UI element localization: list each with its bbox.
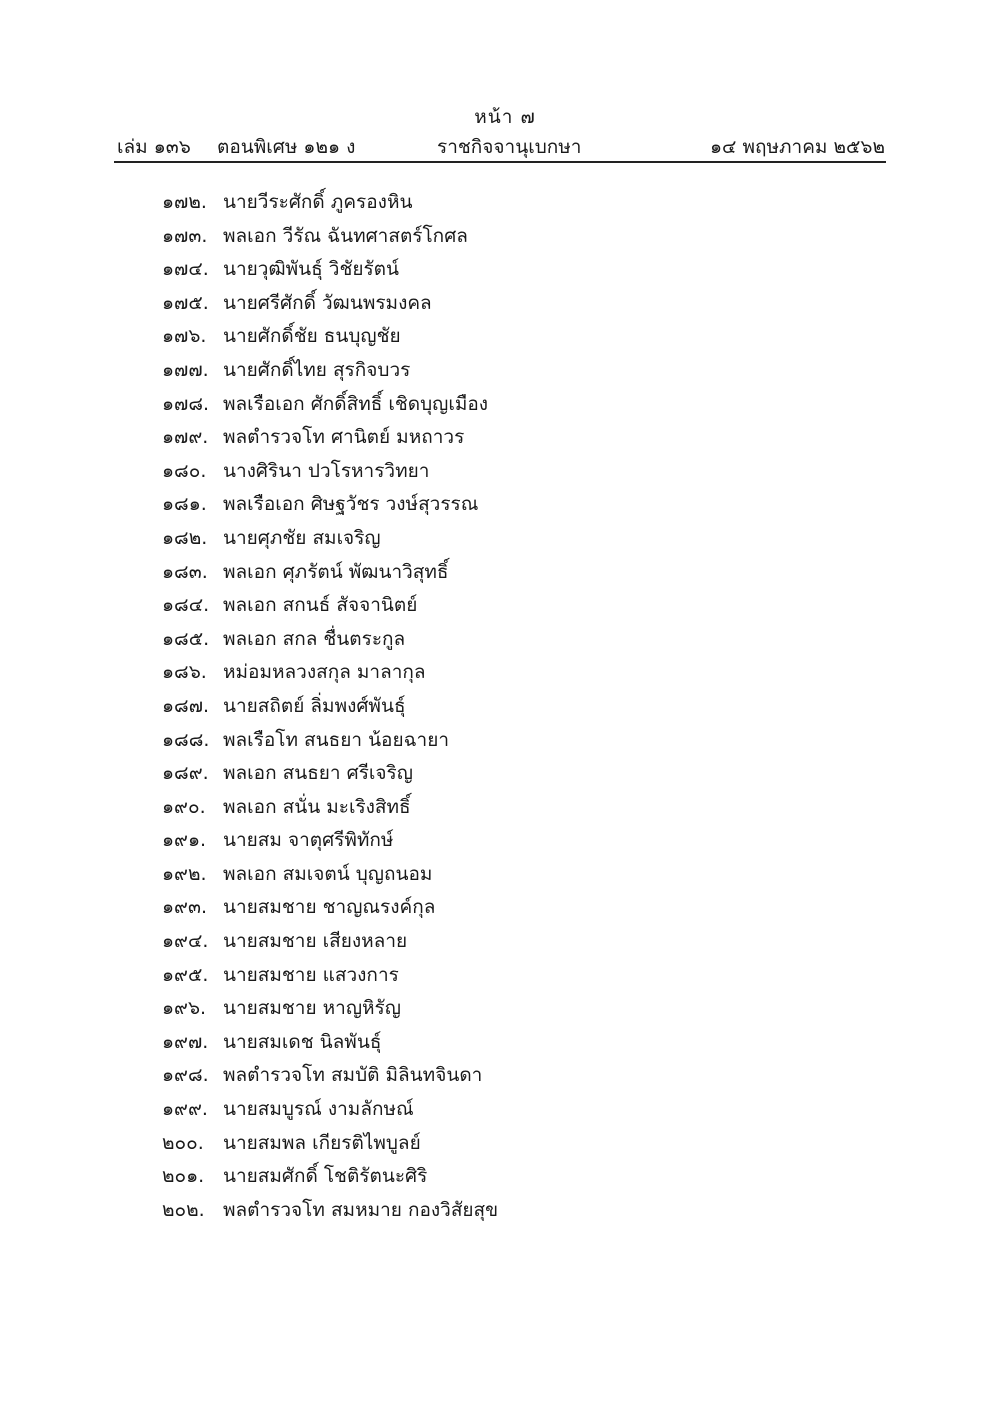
item-number: ๒๐๒.	[162, 1198, 205, 1221]
header-divider	[114, 161, 886, 163]
header-publication-title: ราชกิจจานุเบกษา	[437, 136, 582, 158]
item-number: ๑๘๐.	[162, 459, 207, 482]
item-number: ๑๘๖.	[162, 661, 207, 684]
item-person-name: นายศรีศักดิ์ วัฒนพรมงคล	[223, 291, 432, 314]
list-item	[0, 488, 1000, 522]
item-person-name: พลเรือเอก ศักดิ์สิทธิ์ เชิดบุญเมือง	[223, 392, 489, 415]
item-person-name: พลตำรวจโท สมหมาย กองวิสัยสุข	[223, 1198, 499, 1221]
item-person-name: นางศิรินา ปวโรหารวิทยา	[223, 459, 430, 482]
list-item	[0, 925, 1000, 959]
item-person-name: พลเอก สนั่น มะเริงสิทธิ์	[223, 795, 411, 818]
list-item	[0, 556, 1000, 590]
item-number: ๑๙๘.	[162, 1064, 209, 1087]
item-number: ๑๘๔.	[162, 594, 210, 617]
item-number: ๑๗๓.	[162, 224, 208, 247]
item-person-name: นายสมชาย หาญหิรัญ	[223, 997, 401, 1020]
item-number: ๑๘๓.	[162, 560, 208, 583]
item-number: ๒๐๑.	[162, 1165, 205, 1188]
item-number: ๑๙๐.	[162, 795, 206, 818]
item-person-name: นายศุภชัย สมเจริญ	[223, 526, 381, 549]
item-person-name: นายศักดิ์ชัย ธนบุญชัย	[223, 325, 401, 348]
list-item	[0, 690, 1000, 724]
item-number: ๑๗๙.	[162, 426, 209, 449]
item-person-name: พลเอก สกล ชื่นตระกูล	[223, 627, 406, 650]
list-item	[0, 354, 1000, 388]
item-person-name: พลเอก สกนธ์ สัจจานิตย์	[223, 594, 418, 617]
item-person-name: นายสมชาย แสวงการ	[223, 963, 399, 986]
list-item	[0, 1093, 1000, 1127]
page-number: หน้า ๗	[474, 106, 536, 128]
item-person-name: นายสมพล เกียรติไพบูลย์	[223, 1131, 421, 1154]
item-number: ๑๗๕.	[162, 291, 209, 314]
list-item	[0, 791, 1000, 825]
item-number: ๑๙๓.	[162, 896, 208, 919]
list-item	[0, 656, 1000, 690]
list-item	[0, 455, 1000, 489]
item-person-name: พลเอก สมเจตน์ บุญถนอม	[223, 862, 433, 885]
item-person-name: นายวีระศักดิ์ ภูครองหิน	[223, 191, 413, 213]
item-person-name: พลเรือเอก ศิษฐวัชร วงษ์สุวรรณ	[223, 493, 479, 516]
list-item	[0, 891, 1000, 925]
item-number: ๒๐๐.	[162, 1131, 204, 1154]
list-item	[0, 421, 1000, 455]
item-number: ๑๘๙.	[162, 762, 209, 785]
item-person-name: พลเอก สนธยา ศรีเจริญ	[223, 762, 413, 785]
item-person-name: นายศักดิ์ไทย สุรกิจบวร	[223, 358, 411, 381]
list-item	[0, 959, 1000, 993]
list-item	[0, 388, 1000, 422]
list-item	[0, 287, 1000, 321]
item-number: ๑๙๔.	[162, 930, 209, 953]
item-person-name: นายสมชาย เสียงหลาย	[223, 930, 408, 953]
item-person-name: พลเอก วีรัณ ฉันทศาสตร์โกศล	[223, 224, 468, 247]
list-item	[0, 858, 1000, 892]
list-item	[0, 320, 1000, 354]
item-person-name: พลเอก ศุภรัตน์ พัฒนาวิสุทธิ์	[223, 560, 449, 583]
list-item	[0, 253, 1000, 287]
list-item	[0, 522, 1000, 556]
list-item	[0, 992, 1000, 1026]
item-number: ๑๙๙.	[162, 1098, 208, 1121]
item-number: ๑๘๘.	[162, 728, 210, 751]
list-item	[0, 1026, 1000, 1060]
list-item	[0, 623, 1000, 657]
list-item	[0, 1194, 1000, 1228]
item-person-name: นายสม จาตุศรีพิทักษ์	[223, 829, 394, 852]
item-number: ๑๗๗.	[162, 358, 209, 381]
item-person-name: นายสมบูรณ์ งามลักษณ์	[223, 1098, 414, 1121]
item-number: ๑๘๒.	[162, 526, 208, 549]
item-number: ๑๙๕.	[162, 963, 209, 986]
item-person-name: หม่อมหลวงสกุล มาลากุล	[223, 661, 426, 684]
header-volume: เล่ม ๑๓๖	[117, 136, 191, 158]
item-number: ๑๘๕.	[162, 627, 210, 650]
item-person-name: นายสมเดช นิลพันธุ์	[223, 1030, 382, 1053]
list-item	[0, 724, 1000, 758]
item-person-name: นายสมศักดิ์ โชติรัตนะศิริ	[223, 1165, 428, 1188]
header-date: ๑๔ พฤษภาคม ๒๕๖๒	[710, 136, 885, 158]
item-number: ๑๗๔.	[162, 258, 209, 281]
gazette-header	[117, 132, 885, 162]
item-person-name: นายสถิตย์ ลิ่มพงศ์พันธุ์	[223, 694, 406, 717]
item-number: ๑๘๑.	[162, 493, 207, 516]
list-item	[0, 1059, 1000, 1093]
list-item	[0, 220, 1000, 254]
item-person-name: พลตำรวจโท สมบัติ มิลินทจินดา	[223, 1064, 483, 1087]
list-item	[0, 186, 1000, 220]
item-number: ๑๗๖.	[162, 325, 207, 348]
list-item	[0, 1127, 1000, 1161]
list-item	[0, 1160, 1000, 1194]
item-number: ๑๗๒.	[162, 191, 207, 213]
list-item	[0, 589, 1000, 623]
item-number: ๑๘๗.	[162, 694, 210, 717]
item-number: ๑๙๖.	[162, 997, 207, 1020]
item-number: ๑๗๘.	[162, 392, 210, 415]
item-number: ๑๙๗.	[162, 1030, 209, 1053]
name-list	[0, 186, 1000, 1227]
item-number: ๑๙๑.	[162, 829, 207, 852]
item-number: ๑๙๒.	[162, 862, 207, 885]
list-item	[0, 824, 1000, 858]
item-person-name: พลเรือโท สนธยา น้อยฉายา	[223, 728, 450, 751]
item-person-name: นายวุฒิพันธุ์ วิชัยรัตน์	[223, 258, 400, 281]
header-section: ตอนพิเศษ ๑๒๑ ง	[217, 136, 356, 158]
list-item	[0, 757, 1000, 791]
item-person-name: นายสมชาย ชาญณรงค์กุล	[223, 896, 436, 919]
item-person-name: พลตำรวจโท ศานิตย์ มหถาวร	[223, 426, 465, 449]
